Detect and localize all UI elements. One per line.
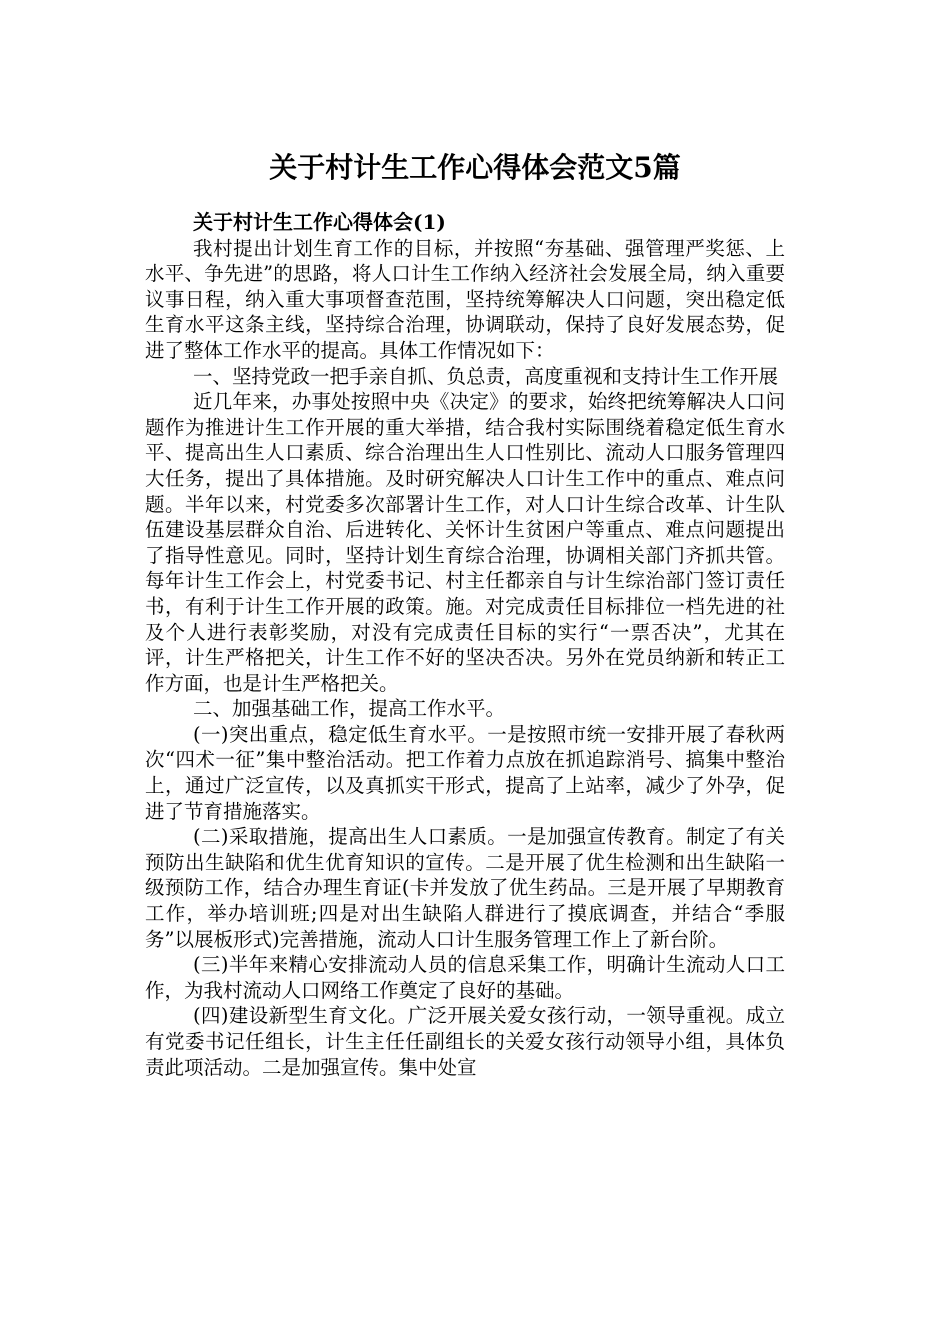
document-title: 关于村计生工作心得体会范文5篇 bbox=[269, 151, 681, 184]
section-heading: 关于村计生工作心得体会(1) bbox=[193, 210, 446, 234]
paragraph-heading-two: 二、加强基础工作，提高工作水平。 bbox=[193, 697, 506, 721]
document-body bbox=[145, 210, 785, 1080]
paragraph-intro: 我村提出计划生育工作的目标，并按照“夯基础、强管理严奖惩、上水平、争先进”的思路，将人口计生工作纳入经济社会发展全局，纳入重要议事日程，纳入重大事项督查范围，坚持统筹解决人口问题，突出稳定低生育水平这条主线，坚持综合治理，协调联动，保持了良好发展态势，促进了整体工作水平的提高。具体工作情况如下： bbox=[145, 236, 785, 362]
paragraph-item-four: (四)建设新型生育文化。广泛开展关爱女孩行动，一领导重视。成立有党委书记任组长，计生主任任副组长的关爱女孩行动领导小组，具体负责此项活动。二是加强宣传。集中处宣 bbox=[145, 1004, 785, 1079]
paragraph-heading-one: 一、坚持党政一把手亲自抓、负总责，高度重视和支持计生工作开展 bbox=[193, 364, 779, 388]
paragraph-leadership: 近几年来，办事处按照中央《决定》的要求，始终把统筹解决人口问题作为推进计生工作开展的重大举措，结合我村实际围绕着稳定低生育水平、提高出生人口素质、综合治理出生人口性别比、流动人口服务管理四大任务，提出了具体措施。及时研究解决人口计生工作中的重点、难点问题。半年以来，村党委多次部署计生工作，对人口计生综合改革、计生队伍建设基层群众自治、后进转化、关怀计生贫困户等重点、难点问题提出了指导性意见。同时，坚持计划生育综合治理，协调相关部门齐抓共管。每年计生工作会上，村党委书记、村主任都亲自与计生综治部门签订责任书，有利于计生工作开展的政策。施。对完成责任目标排位一档先进的社及个人进行表彰奖励，对没有完成责任目标的实行“一票否决”，尤其在评，计生严格把关，计生工作不好的坚决否决。另外在党员纳新和转正工作方面，也是计生严格把关。 bbox=[145, 390, 785, 695]
paragraph-item-two: (二)采取措施，提高出生人口素质。一是加强宣传教育。制定了有关预防出生缺陷和优生优育知识的宣传。二是开展了优生检测和出生缺陷一级预防工作，结合办理生育证(卡并发放了优生药品。三是开展了早期教育工作，举办培训班;四是对出生缺陷人群进行了摸底调查，并结合“季服务”以展板形式)完善措施，流动人口计生服务管理工作上了新台阶。 bbox=[145, 825, 785, 951]
paragraph-item-three: (三)半年来精心安排流动人员的信息采集工作，明确计生流动人口工作，为我村流动人口网络工作奠定了良好的基础。 bbox=[145, 953, 785, 1002]
paragraph-item-one: (一)突出重点，稳定低生育水平。一是按照市统一安排开展了春秋两次“四术一征”集中整治活动。把工作着力点放在抓追踪消号、搞集中整治上，通过广泛宣传，以及真抓实干形式，提高了上站率，减少了外孕，促进了节育措施落实。 bbox=[145, 722, 785, 823]
